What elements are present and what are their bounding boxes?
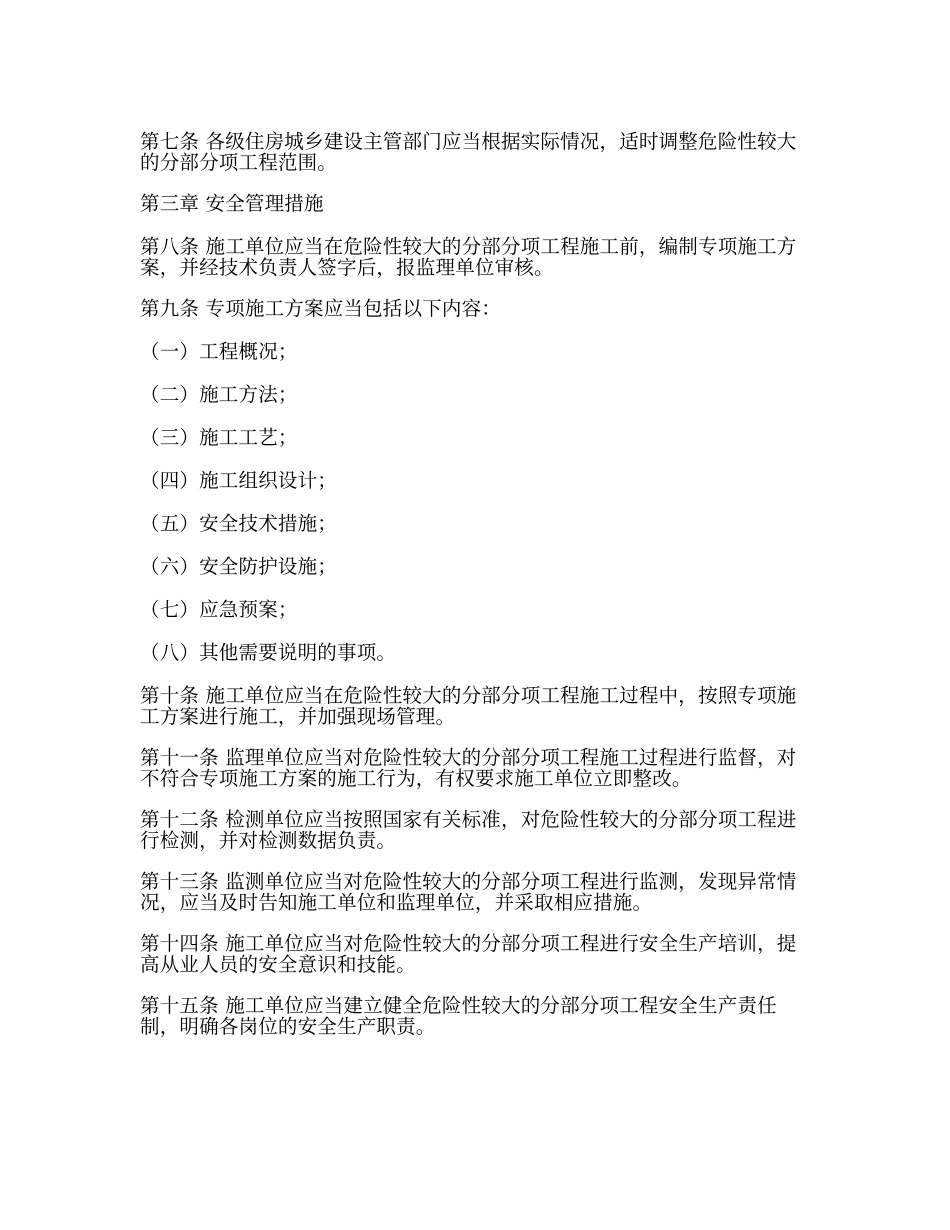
list-item: （六）安全防护设施； xyxy=(140,555,338,578)
document-body xyxy=(140,131,810,1057)
article-14: 第十四条 施工单位应当对危险性较大的分部分项工程进行安全生产培训，提高从业人员的安全意识和技能。 xyxy=(140,932,797,976)
article-9: 第九条 专项施工方案应当包括以下内容： xyxy=(140,297,501,320)
list-item: （一）工程概况； xyxy=(140,340,298,363)
article-7: 第七条 各级住房城乡建设主管部门应当根据实际情况，适时调整危险性较大的分部分项工程范围。 xyxy=(140,130,797,174)
article-13: 第十三条 监测单位应当对危险性较大的分部分项工程进行监测，发现异常情况，应当及时告知施工单位和监理单位，并采取相应措施。 xyxy=(140,870,797,914)
list-item: （四）施工组织设计； xyxy=(140,469,338,492)
list-item: （三）施工工艺； xyxy=(140,426,298,449)
list-item: （五）安全技术措施； xyxy=(140,512,338,535)
article-12: 第十二条 检测单位应当按照国家有关标准，对危险性较大的分部分项工程进行检测，并对检测数据负责。 xyxy=(140,808,797,852)
article-11: 第十一条 监理单位应当对危险性较大的分部分项工程施工过程进行监督，对不符合专项施工方案的施工行为，有权要求施工单位立即整改。 xyxy=(140,746,797,790)
article-15: 第十五条 施工单位应当建立健全危险性较大的分部分项工程安全生产责任制，明确各岗位的安全生产职责。 xyxy=(140,994,777,1038)
chapter-3-heading: 第三章 安全管理措施 xyxy=(140,192,324,215)
article-8: 第八条 施工单位应当在危险性较大的分部分项工程施工前，编制专项施工方案，并经技术负责人签字后，报监理单位审核。 xyxy=(140,235,797,279)
list-item: （二）施工方法； xyxy=(140,383,298,406)
list-item: （七）应急预案； xyxy=(140,598,298,621)
article-10: 第十条 施工单位应当在危险性较大的分部分项工程施工过程中，按照专项施工方案进行施工，并加强现场管理。 xyxy=(140,684,797,728)
list-item: （八）其他需要说明的事项。 xyxy=(140,641,397,664)
